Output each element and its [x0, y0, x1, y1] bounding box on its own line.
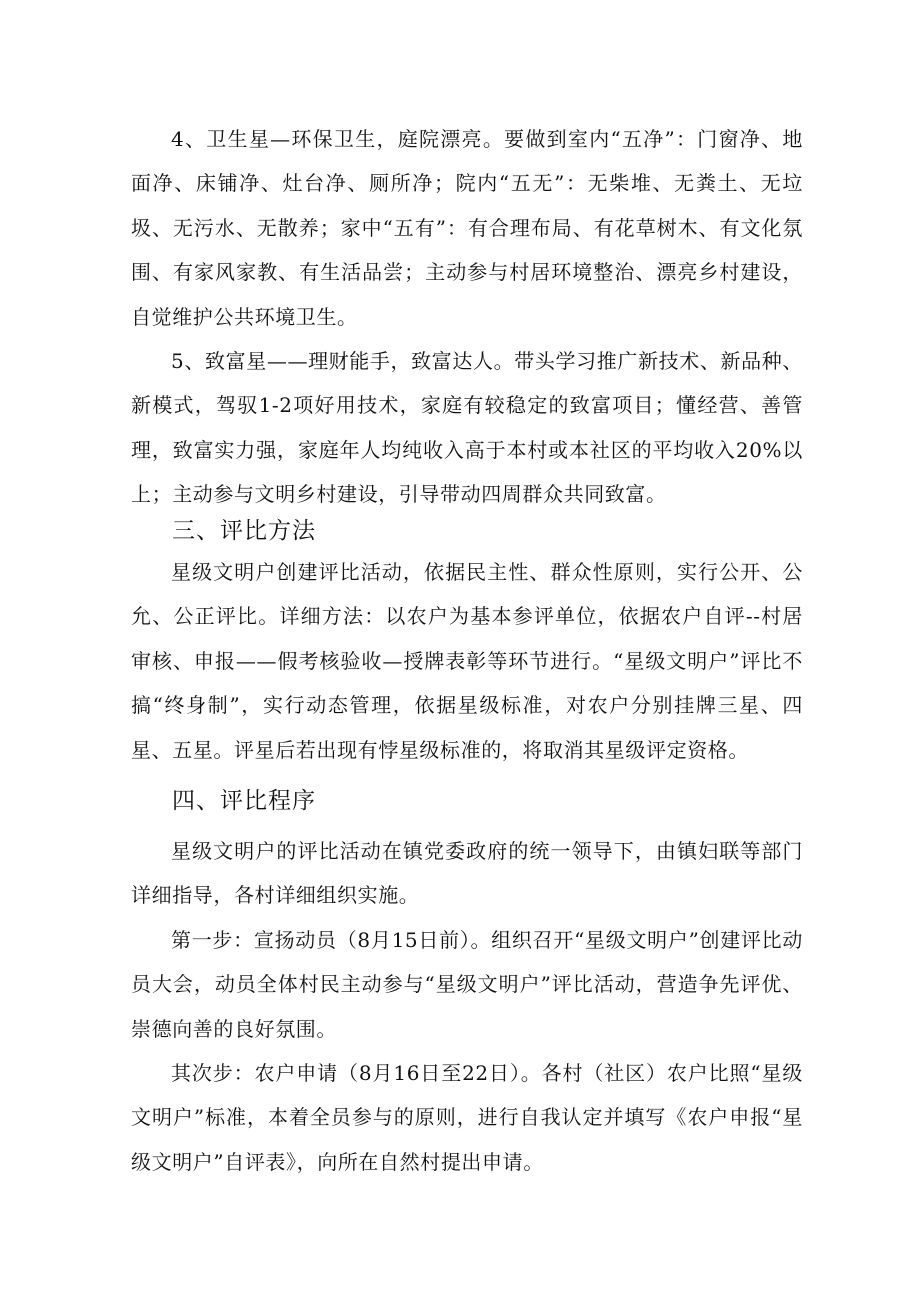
section-4-intro: 星级文明户的评比活动在镇党委政府的统一领导下，由镇妇联等部门详细指导，各村详细组织实施。: [131, 839, 803, 908]
section-3-heading: 三、评比方法: [172, 518, 316, 544]
item-5-prosperity-star: 5、致富星——理财能手，致富达人。带头学习推广新技术、新品种、新模式，驾驭1-2项好用技术，家庭有较稳定的致富项目；懂经营、善管理，致富实力强，家庭年人均纯收入高于本村或本社区的平均收入20%以上；主动参与文明乡村建设，引导带动四周群众共同致富。: [131, 349, 803, 507]
step-2-paragraph: 其次步：农户申请（8月16日至22日）。各村（社区）农户比照“星级文明户”标准，本着全员参与的原则，进行自我认定并填写《农户申报“星级文明户”自评表》，向所在自然村提出申请。: [131, 1061, 803, 1174]
step-1-paragraph: 第一步：宣扬动员（8月15日前）。组织召开“星级文明户”创建评比动员大会，动员全体村民主动参与“星级文明户”评比活动，营造争先评优、崇德向善的良好氛围。: [131, 928, 803, 1041]
section-4-heading: 四、评比程序: [172, 788, 316, 814]
section-3-paragraph: 星级文明户创建评比活动，依据民主性、群众性原则，实行公开、公允、公正评比。详细方法：以农户为基本参评单位，依据农户自评--村居审核、申报——假考核验收—授牌表彰等环节进行。“星级文明户”评比不搞“终身制”，实行动态管理，依据星级标准，对农户分别挂牌三星、四星、五星。评星后若出现有悖星级标准的，将取消其星级评定资格。: [131, 560, 803, 762]
item-4-hygiene-star: 4、卫生星—环保卫生，庭院漂亮。要做到室内“五净”：门窗净、地面净、床铺净、灶台净、厕所净；院内“五无”：无柴堆、无粪土、无垃圾、无污水、无散养；家中“五有”：有合理布局、有花草树木、有文化氛围、有家风家教、有生活品尝；主动参与村居环境整治、漂亮乡村建设，自觉维护公共环境卫生。: [131, 127, 803, 329]
